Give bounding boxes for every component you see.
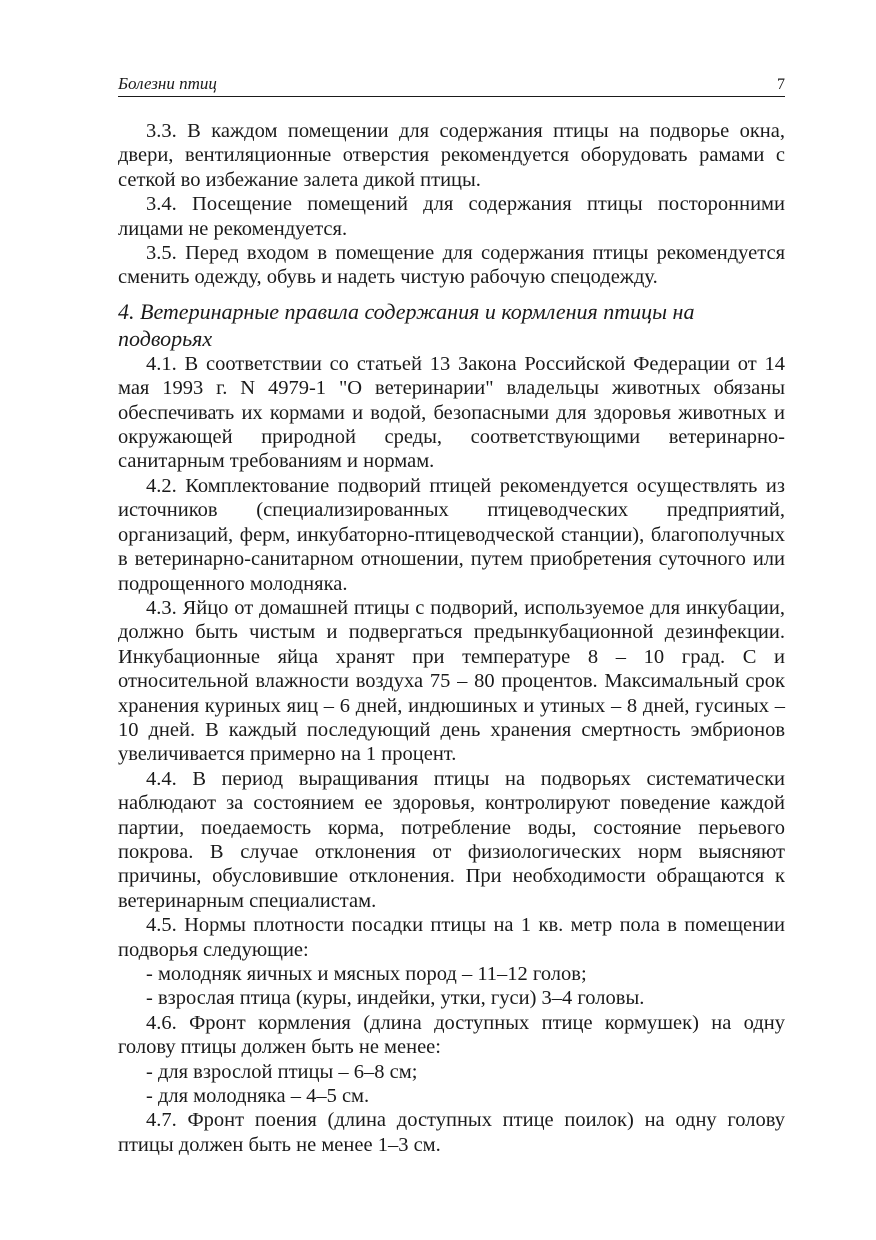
paragraph-4-4: 4.4. В период выращивания птицы на подворьях систематически наблюдают за состоянием ее здоровья, контролируют поведение каждой партии, поедаемость корма, потребление воды, состояние перьевого покрова. В случае отклонения от физиологических норм выясняют причины, обусловившие отклонения. При необходимости обращаются к ветеринарным специалистам. xyxy=(118,767,785,912)
paragraph-4-7: 4.7. Фронт поения (длина доступных птице поилок) на одну голову птицы должен быть не менее 1–3 см. xyxy=(118,1109,785,1156)
list-item-young-feeding: - для молодняка – 4–5 см. xyxy=(146,1085,370,1108)
page-number: 7 xyxy=(777,76,785,93)
paragraph-3-4: 3.4. Посещение помещений для содержания птицы посторонними лицами не рекомендуется. xyxy=(118,193,785,240)
paragraph-4-1: 4.1. В соответствии со статьей 13 Закона Российской Федерации от 14 мая 1993 г. N 4979-1 "О ветеринарии" владельцы животных обязаны обеспечивать их кормами и водой, безопасными для здоровья животных и окружающей природной среды, соответствующими ветеринарно-санитарным требованиям и нормам. xyxy=(118,352,785,473)
paragraph-4-3: 4.3. Яйцо от домашней птицы с подворий, используемое для инкубации, должно быть чистым и подвергаться предынкубационной дезинфекции. Инкубационные яйца хранят при температуре 8 – 10 град. С и относительной влажности воздуха 75 – 80 процентов. Максимальный срок хранения куриных яиц – 6 дней, индюшиных и утиных – 8 дней, гусиных – 10 дней. В каждый последующий день хранения смертность эмбрионов увеличивается примерно на 1 процент. xyxy=(118,596,785,766)
running-header xyxy=(118,70,785,97)
paragraph-4-2: 4.2. Комплектование подворий птицей рекомендуется осуществлять из источников (специализированных птицеводческих предприятий, организаций, ферм, инкубаторно-птицеводческой станции), благополучных в ветеринарно-санитарном отношении, путем приобретения суточного или подрощенного молодняка. xyxy=(118,474,785,595)
paragraph-4-5: 4.5. Нормы плотности посадки птицы на 1 кв. метр пола в помещении подворья следующие: xyxy=(118,914,785,961)
list-item-adult-feeding: - для взрослой птицы – 6–8 см; xyxy=(146,1060,418,1083)
page-body xyxy=(118,119,785,1157)
book-page xyxy=(118,70,785,1157)
list-item-adult-birds: - взрослая птица (куры, индейки, утки, гуси) 3–4 головы. xyxy=(146,987,645,1010)
list-item-young-stock: - молодняк яичных и мясных пород – 11–12 голов; xyxy=(146,963,587,985)
paragraph-3-5: 3.5. Перед входом в помещение для содержания птицы рекомендуется сменить одежду, обувь и надеть чистую рабочую спецодежду. xyxy=(118,242,785,289)
paragraph-4-6: 4.6. Фронт кормления (длина доступных птице кормушек) на одну голову птицы должен быть не менее: xyxy=(118,1011,785,1059)
paragraph-3-3: 3.3. В каждом помещении для содержания птицы на подворье окна, двери, вентиляционные отверстия рекомендуется оборудовать рамами с сеткой во избежание залета дикой птицы. xyxy=(118,120,785,191)
running-title: Болезни птиц xyxy=(118,74,217,93)
section-heading-4: 4. Ветеринарные правила содержания и кормления птицы на подворьях xyxy=(118,298,695,351)
